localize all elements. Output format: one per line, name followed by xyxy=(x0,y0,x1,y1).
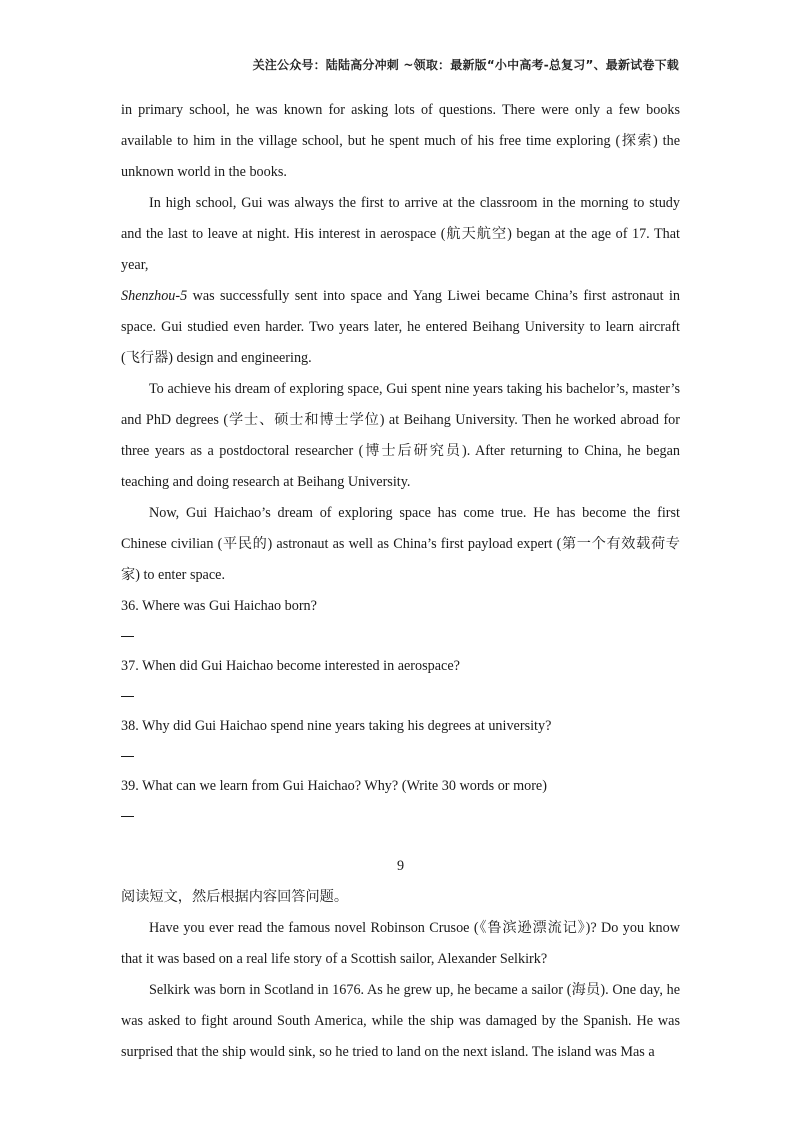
section-instruction: 阅读短文，然后根据内容回答问题。 xyxy=(121,889,349,905)
paragraph xyxy=(121,188,680,374)
paragraph: Selkirk was born in Scotland in 1676. As he grew up, he became a sailor (海员). One day, he was asked to fight around South America, while the ship was damaged by the Spanish. He was surprised that the ship would sink, so he tried to land on the next island. The island was Mas a xyxy=(121,982,680,1060)
answer-blank[interactable] xyxy=(121,802,680,831)
paragraph: To achieve his dream of exploring space, Gui spent nine years taking his bachelor’s, master’s and PhD degrees (学士、硕士和博士学位) at Beihang University. Then he worked abroad for three years as a postdoctoral researcher (博士后研究员). After returning to China, he began teaching and doing research at Beihang University. xyxy=(121,381,680,490)
question-37: 37. When did Gui Haichao become interested in aerospace? xyxy=(121,658,460,674)
answer-blank[interactable] xyxy=(121,742,680,771)
italic-term: Shenzhou-5 xyxy=(121,288,188,304)
question-36: 36. Where was Gui Haichao born? xyxy=(121,598,317,614)
page-header: 关注公众号：陆陆高分冲刺 ~领取：最新版“小中高考-总复习”、最新试卷下载 xyxy=(252,58,679,72)
paragraph-text: was successfully sent into space and Yang Liwei became China’s first astronaut in space. Gui studied even harder. Two years later, he entered Beihang University to learn aircraft (飞行器) design and engineering. xyxy=(121,288,680,366)
answer-blank[interactable] xyxy=(121,682,680,711)
section-number: 9 xyxy=(396,858,405,874)
paragraph-text: In high school, Gui was always the first to arrive at the classroom in the morning to study and the last to leave at night. His interest in aerospace (航天航空) began at the age of 17. That year, xyxy=(121,195,680,273)
answer-blank[interactable] xyxy=(121,622,680,651)
paragraph: Have you ever read the famous novel Robinson Crusoe (《鲁滨逊漂流记》)? Do you know that it was based on a real life story of a Scottish sailor, Alexander Selkirk? xyxy=(121,920,680,967)
paragraph: in primary school, he was known for asking lots of questions. There were only a few books available to him in the village school, but he spent much of his free time exploring (探索) the unknown world in the books. xyxy=(121,102,680,180)
document-body xyxy=(121,95,680,1068)
paragraph: Now, Gui Haichao’s dream of exploring space has come true. He has become the first Chinese civilian (平民的) astronaut as well as China’s first payload expert (第一个有效载荷专家) to enter space. xyxy=(121,505,680,583)
question-38: 38. Why did Gui Haichao spend nine years taking his degrees at university? xyxy=(121,718,552,734)
question-39: 39. What can we learn from Gui Haichao? Why? (Write 30 words or more) xyxy=(121,778,547,794)
